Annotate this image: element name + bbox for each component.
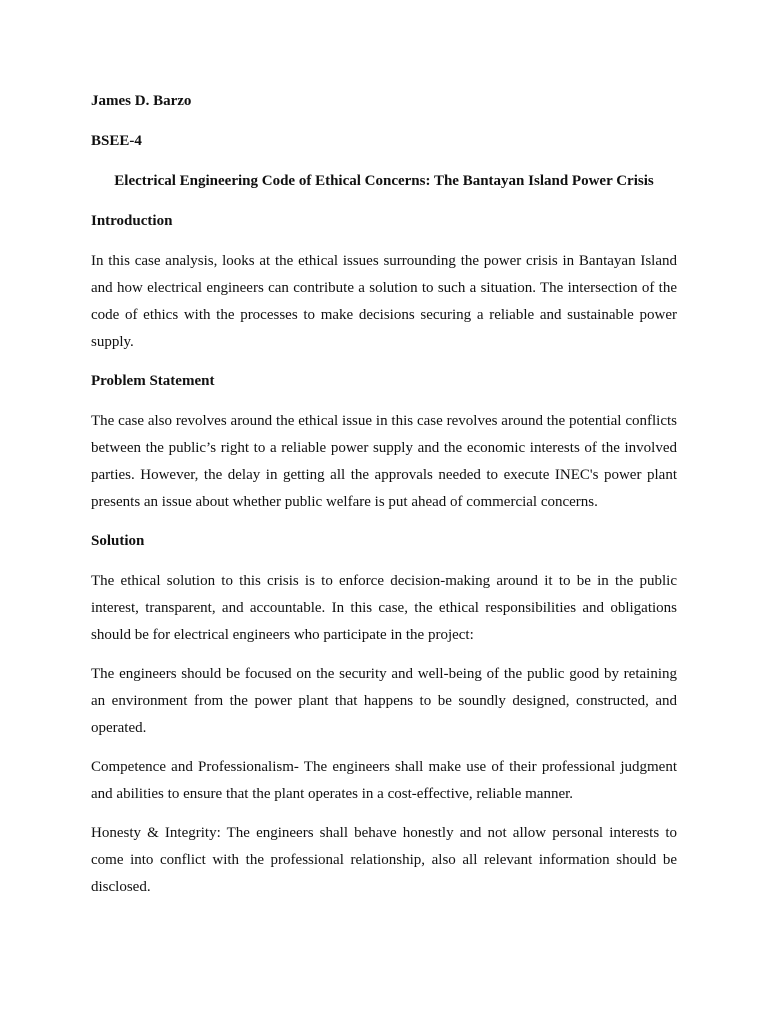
problem-statement-paragraph: The case also revolves around the ethical issue in this case revolves around the potential conflicts between the public’s right to a reliable power supply and the economic interests of the involved parties. However, the delay in getting all the approvals needed to execute INEC's power plant presents an issue about whether public welfare is put ahead of commercial concerns. — [91, 413, 677, 510]
author-name: James D. Barzo — [91, 93, 192, 109]
solution-paragraph-2: The engineers should be focused on the security and well-being of the public good by retaining an environment from the power plant that happens to be soundly designed, constructed, and operated. — [91, 666, 677, 736]
course-code: BSEE-4 — [91, 133, 142, 149]
document-title: Electrical Engineering Code of Ethical Concerns: The Bantayan Island Power Crisis — [114, 173, 654, 189]
problem-statement-heading: Problem Statement — [91, 373, 215, 389]
solution-heading: Solution — [91, 533, 145, 549]
solution-paragraph-3: Competence and Professionalism- The engineers shall make use of their professional judgment and abilities to ensure that the plant operates in a cost-effective, reliable manner. — [91, 759, 677, 802]
introduction-paragraph: In this case analysis, looks at the ethical issues surrounding the power crisis in Bantayan Island and how electrical engineers can contribute a solution to such a situation. The intersection of the code of ethics with the processes to make decisions securing a reliable and sustainable power supply. — [91, 253, 677, 350]
solution-paragraph-4: Honesty & Integrity: The engineers shall behave honestly and not allow personal interests to come into conflict with the professional relationship, also all relevant information should be disclosed. — [91, 825, 677, 895]
document-body — [91, 88, 677, 913]
introduction-heading: Introduction — [91, 213, 173, 229]
solution-paragraph-1: The ethical solution to this crisis is to enforce decision-making around it to be in the public interest, transparent, and accountable. In this case, the ethical responsibilities and obligations should be for electrical engineers who participate in the project: — [91, 573, 677, 643]
